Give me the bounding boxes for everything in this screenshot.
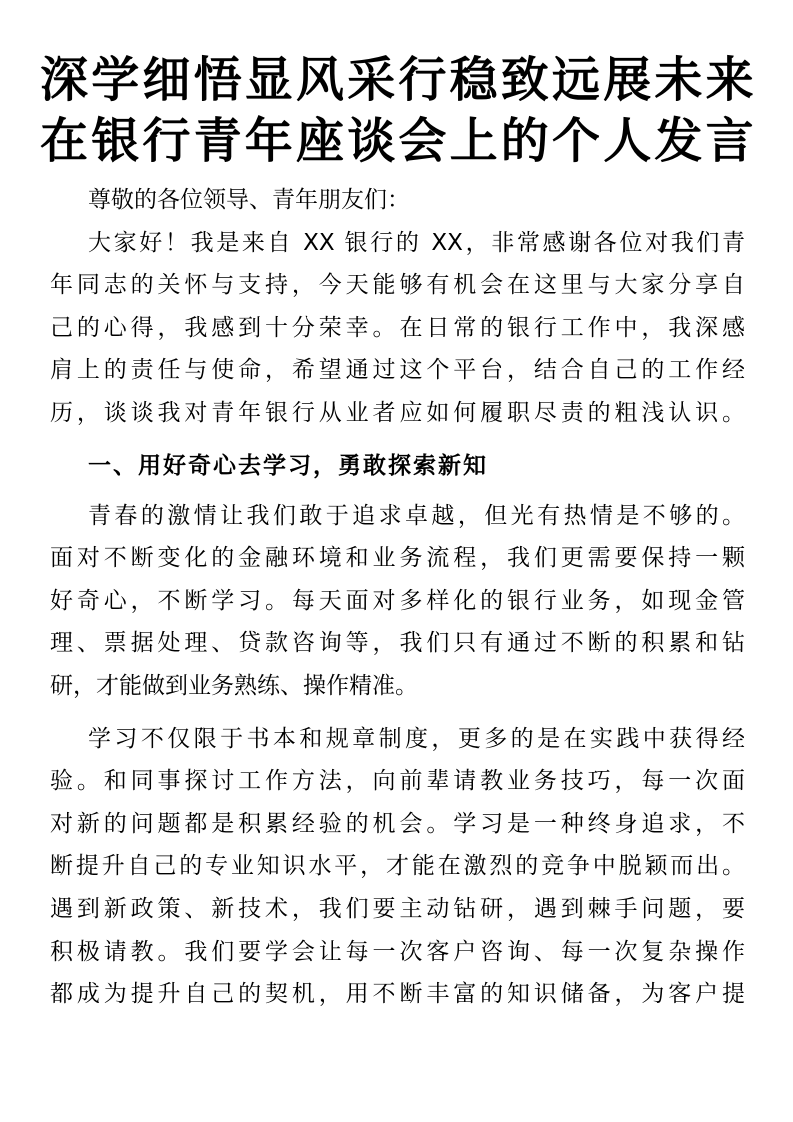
paragraph-line: 研，才能做到业务熟练、操作精准。 (50, 672, 418, 699)
document-title (40, 50, 757, 172)
paragraph-line: 对新的问题都是积累经验的机会。学习是一种终身追求，不 (50, 810, 745, 837)
paragraph-line: 遇到新政策、新技术，我们要主动钻研，遇到棘手问题，要 (50, 895, 745, 922)
paragraph-line: 己的心得，我感到十分荣幸。在日常的银行工作中，我深感 (50, 314, 745, 341)
paragraph-line: 验。和同事探讨工作方法，向前辈请教业务技巧，每一次面 (50, 768, 745, 795)
paragraph-line: 历，谈谈我对青年银行从业者应如何履职尽责的粗浅认识。 (50, 399, 745, 426)
paragraph-learning (50, 718, 750, 1016)
paragraph-line: 年同志的关怀与支持，今天能够有机会在这里与大家分享自 (50, 272, 745, 299)
paragraph-spacer (50, 708, 750, 718)
paragraph-curiosity (50, 495, 750, 708)
paragraph-line: 青春的激情让我们敢于追求卓越，但光有热情是不够的。 (88, 502, 745, 529)
document-body (50, 179, 750, 1016)
title-line-1: 深学细悟显风采行稳致远展未来 (40, 52, 757, 108)
paragraph-line: 都成为提升自己的契机，用不断丰富的知识储备，为客户提 (50, 981, 745, 1008)
paragraph-line: 学习不仅限于书本和规章制度，更多的是在实践中获得经 (88, 725, 745, 752)
paragraph-line: 理、票据处理、贷款咨询等，我们只有通过不断的积累和钻 (50, 630, 745, 657)
paragraph-line: 积极请教。我们要学会让每一次客户咨询、每一次复杂操作 (50, 938, 745, 965)
paragraph-line: 大家好！我是来自 XX 银行的 XX，非常感谢各位对我们青 (88, 229, 745, 256)
section-heading: 一、用好奇心去学习，勇敢探索新知 (88, 452, 488, 479)
paragraph-line: 面对不断变化的金融环境和业务流程，我们更需要保持一颗 (50, 545, 745, 572)
paragraph-line: 肩上的责任与使命，希望通过这个平台，结合自己的工作经 (50, 357, 745, 384)
paragraph-line: 断提升自己的专业知识水平，才能在激烈的竞争中脱颖而出。 (50, 853, 745, 880)
title-line-2: 在银行青年座谈会上的个人发言 (40, 113, 757, 169)
paragraph-line: 好奇心，不断学习。每天面对多样化的银行业务，如现金管 (50, 587, 745, 614)
salutation: 尊敬的各位领导、青年朋友们： (88, 187, 410, 213)
paragraph-intro (50, 222, 750, 435)
